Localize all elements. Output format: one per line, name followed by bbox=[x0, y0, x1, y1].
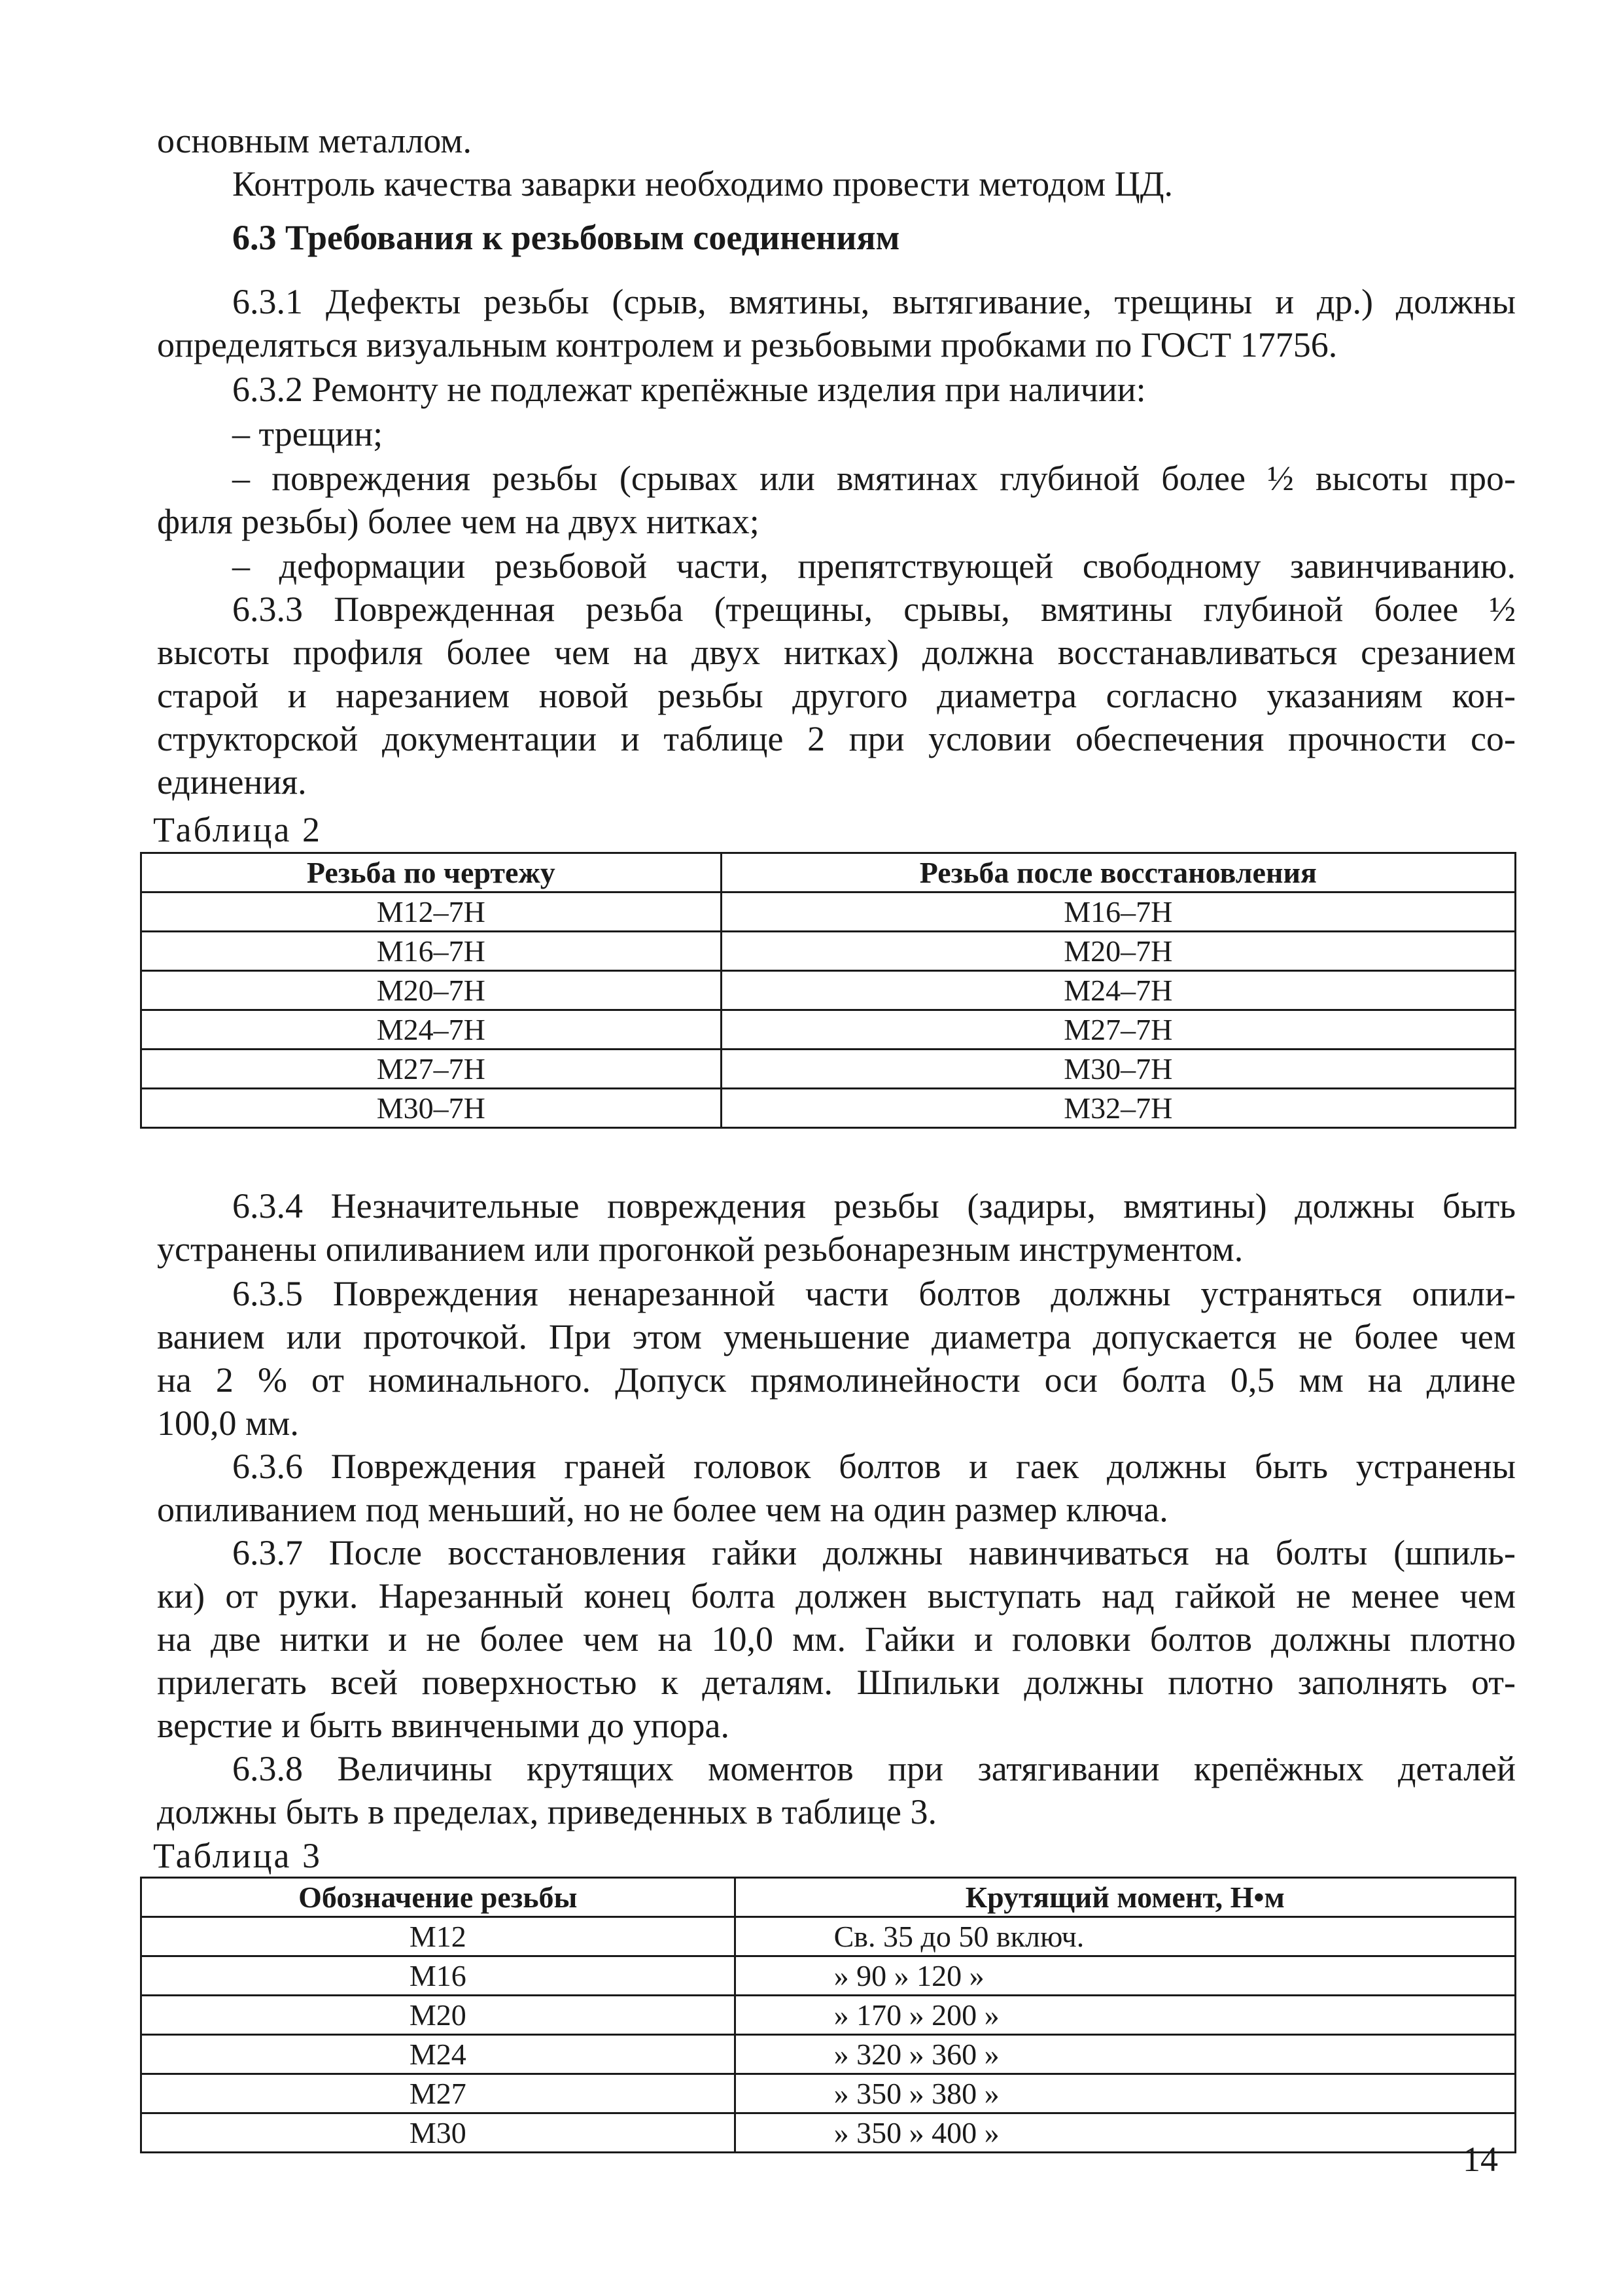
text-line: должны быть в пределах, приведенных в таблице 3. bbox=[157, 1792, 937, 1831]
text-line: филя резьбы) более чем на двух нитках; bbox=[157, 502, 759, 541]
text-line: устранены опиливанием или прогонкой резьбонарезным инструментом. bbox=[157, 1229, 1244, 1269]
table-row bbox=[141, 1010, 1516, 1050]
text-line: 6.3.3 Поврежденная резьба (трещины, срывы, вмятины глубиной более ½ bbox=[232, 590, 1516, 629]
page-number: 14 bbox=[1463, 2140, 1498, 2179]
column-header: Резьба по чертежу bbox=[141, 853, 722, 892]
text-line: на 2 % от номинального. Допуск прямолинейности оси болта 0,5 мм на длине bbox=[157, 1360, 1516, 1400]
table-cell: М32–7Н bbox=[721, 1089, 1515, 1128]
table-row bbox=[141, 1050, 1516, 1089]
table-row bbox=[141, 1917, 1516, 1956]
list-item: – деформации резьбовой части, препятствующей свободному завинчиванию. bbox=[232, 546, 1516, 586]
text-line: высоты профиля более чем на двух нитках) должна восстанавливаться срезанием bbox=[157, 633, 1516, 672]
text-line: определяться визуальным контролем и резьбовыми пробками по ГОСТ 17756. bbox=[157, 325, 1338, 364]
table-cell: » 170 » 200 » bbox=[735, 1996, 1515, 2035]
table-cell: » 350 » 400 » bbox=[735, 2113, 1515, 2153]
column-header: Крутящий момент, Н•м bbox=[735, 1878, 1515, 1917]
list-item: – трещин; bbox=[232, 414, 383, 453]
table-cell: М16–7Н bbox=[141, 932, 722, 971]
table-cell: М24–7Н bbox=[141, 1010, 722, 1050]
table-cell: М20–7Н bbox=[721, 932, 1515, 971]
table-row bbox=[141, 971, 1516, 1010]
table-cell: М12–7Н bbox=[141, 892, 722, 932]
text-line: 6.3.2 Ремонту не подлежат крепёжные изделия при наличии: bbox=[232, 370, 1146, 409]
table-cell: М27–7Н bbox=[721, 1010, 1515, 1050]
table-row bbox=[141, 1089, 1516, 1128]
table-caption: Таблица 3 bbox=[153, 1836, 322, 1875]
table-row bbox=[141, 932, 1516, 971]
table-row bbox=[141, 1956, 1516, 1996]
text-line: структорской документации и таблице 2 при условии обеспечения прочности со- bbox=[157, 719, 1516, 758]
column-header: Обозначение резьбы bbox=[141, 1878, 735, 1917]
table-cell: М30–7Н bbox=[721, 1050, 1515, 1089]
text-line: Контроль качества заварки необходимо провести методом ЦД. bbox=[232, 164, 1174, 203]
text-line: 6.3.7 После восстановления гайки должны навинчиваться на болты (шпиль- bbox=[232, 1533, 1516, 1572]
table-cell: М16–7Н bbox=[721, 892, 1515, 932]
table-cell: М16 bbox=[141, 1956, 735, 1996]
column-header: Резьба после восстановления bbox=[721, 853, 1515, 892]
text-line: 6.3.5 Повреждения ненарезанной части болтов должны устраняться опили- bbox=[232, 1274, 1516, 1313]
text-line: опиливанием под меньший, но не более чем на один размер ключа. bbox=[157, 1490, 1168, 1529]
table-row bbox=[141, 892, 1516, 932]
table-2 bbox=[140, 852, 1516, 1129]
table-cell: М20–7Н bbox=[141, 971, 722, 1010]
table-row bbox=[141, 2074, 1516, 2113]
table-cell: » 320 » 360 » bbox=[735, 2035, 1515, 2074]
table-cell: М24 bbox=[141, 2035, 735, 2074]
text-line: ки) от руки. Нарезанный конец болта должен выступать над гайкой не менее чем bbox=[157, 1576, 1516, 1616]
table-3 bbox=[140, 1877, 1516, 2153]
table-row bbox=[141, 1996, 1516, 2035]
table-cell: М30 bbox=[141, 2113, 735, 2153]
section-heading: 6.3 Требования к резьбовым соединениям bbox=[232, 218, 900, 257]
table-cell: М27–7Н bbox=[141, 1050, 722, 1089]
text-line: 100,0 мм. bbox=[157, 1404, 299, 1443]
text-line: 6.3.1 Дефекты резьбы (срыв, вмятины, вытягивание, трещины и др.) должны bbox=[232, 282, 1516, 321]
text-line: старой и нарезанием новой резьбы другого диаметра согласно указаниям кон- bbox=[157, 676, 1516, 715]
table-header-row bbox=[141, 853, 1516, 892]
table-cell: Св. 35 до 50 включ. bbox=[735, 1917, 1515, 1956]
text-line: прилегать всей поверхностью к деталям. Шпильки должны плотно заполнять от- bbox=[157, 1663, 1516, 1702]
text-line: 6.3.8 Величины крутящих моментов при затягивании крепёжных деталей bbox=[232, 1749, 1516, 1788]
table-caption: Таблица 2 bbox=[153, 810, 322, 849]
table-cell: » 90 » 120 » bbox=[735, 1956, 1515, 1996]
table-cell: » 350 » 380 » bbox=[735, 2074, 1515, 2113]
table-cell: М30–7Н bbox=[141, 1089, 722, 1128]
table-cell: М24–7Н bbox=[721, 971, 1515, 1010]
text-line: основным металлом. bbox=[157, 121, 472, 160]
text-line: верстие и быть ввинчеными до упора. bbox=[157, 1706, 729, 1745]
text-line: на две нитки и не более чем на 10,0 мм. Гайки и головки болтов должны плотно bbox=[157, 1619, 1516, 1659]
table-cell: М27 bbox=[141, 2074, 735, 2113]
table-cell: М12 bbox=[141, 1917, 735, 1956]
table-row bbox=[141, 2035, 1516, 2074]
table-row bbox=[141, 2113, 1516, 2153]
text-line: единения. bbox=[157, 762, 307, 802]
list-item: – повреждения резьбы (срывах или вмятинах глубиной более ½ высоты про- bbox=[232, 459, 1516, 498]
text-line: ванием или проточкой. При этом уменьшение диаметра допускается не более чем bbox=[157, 1317, 1516, 1356]
table-cell: М20 bbox=[141, 1996, 735, 2035]
text-line: 6.3.4 Незначительные повреждения резьбы (задиры, вмятины) должны быть bbox=[232, 1186, 1516, 1226]
text-line: 6.3.6 Повреждения граней головок болтов и гаек должны быть устранены bbox=[232, 1447, 1516, 1486]
table-header-row bbox=[141, 1878, 1516, 1917]
